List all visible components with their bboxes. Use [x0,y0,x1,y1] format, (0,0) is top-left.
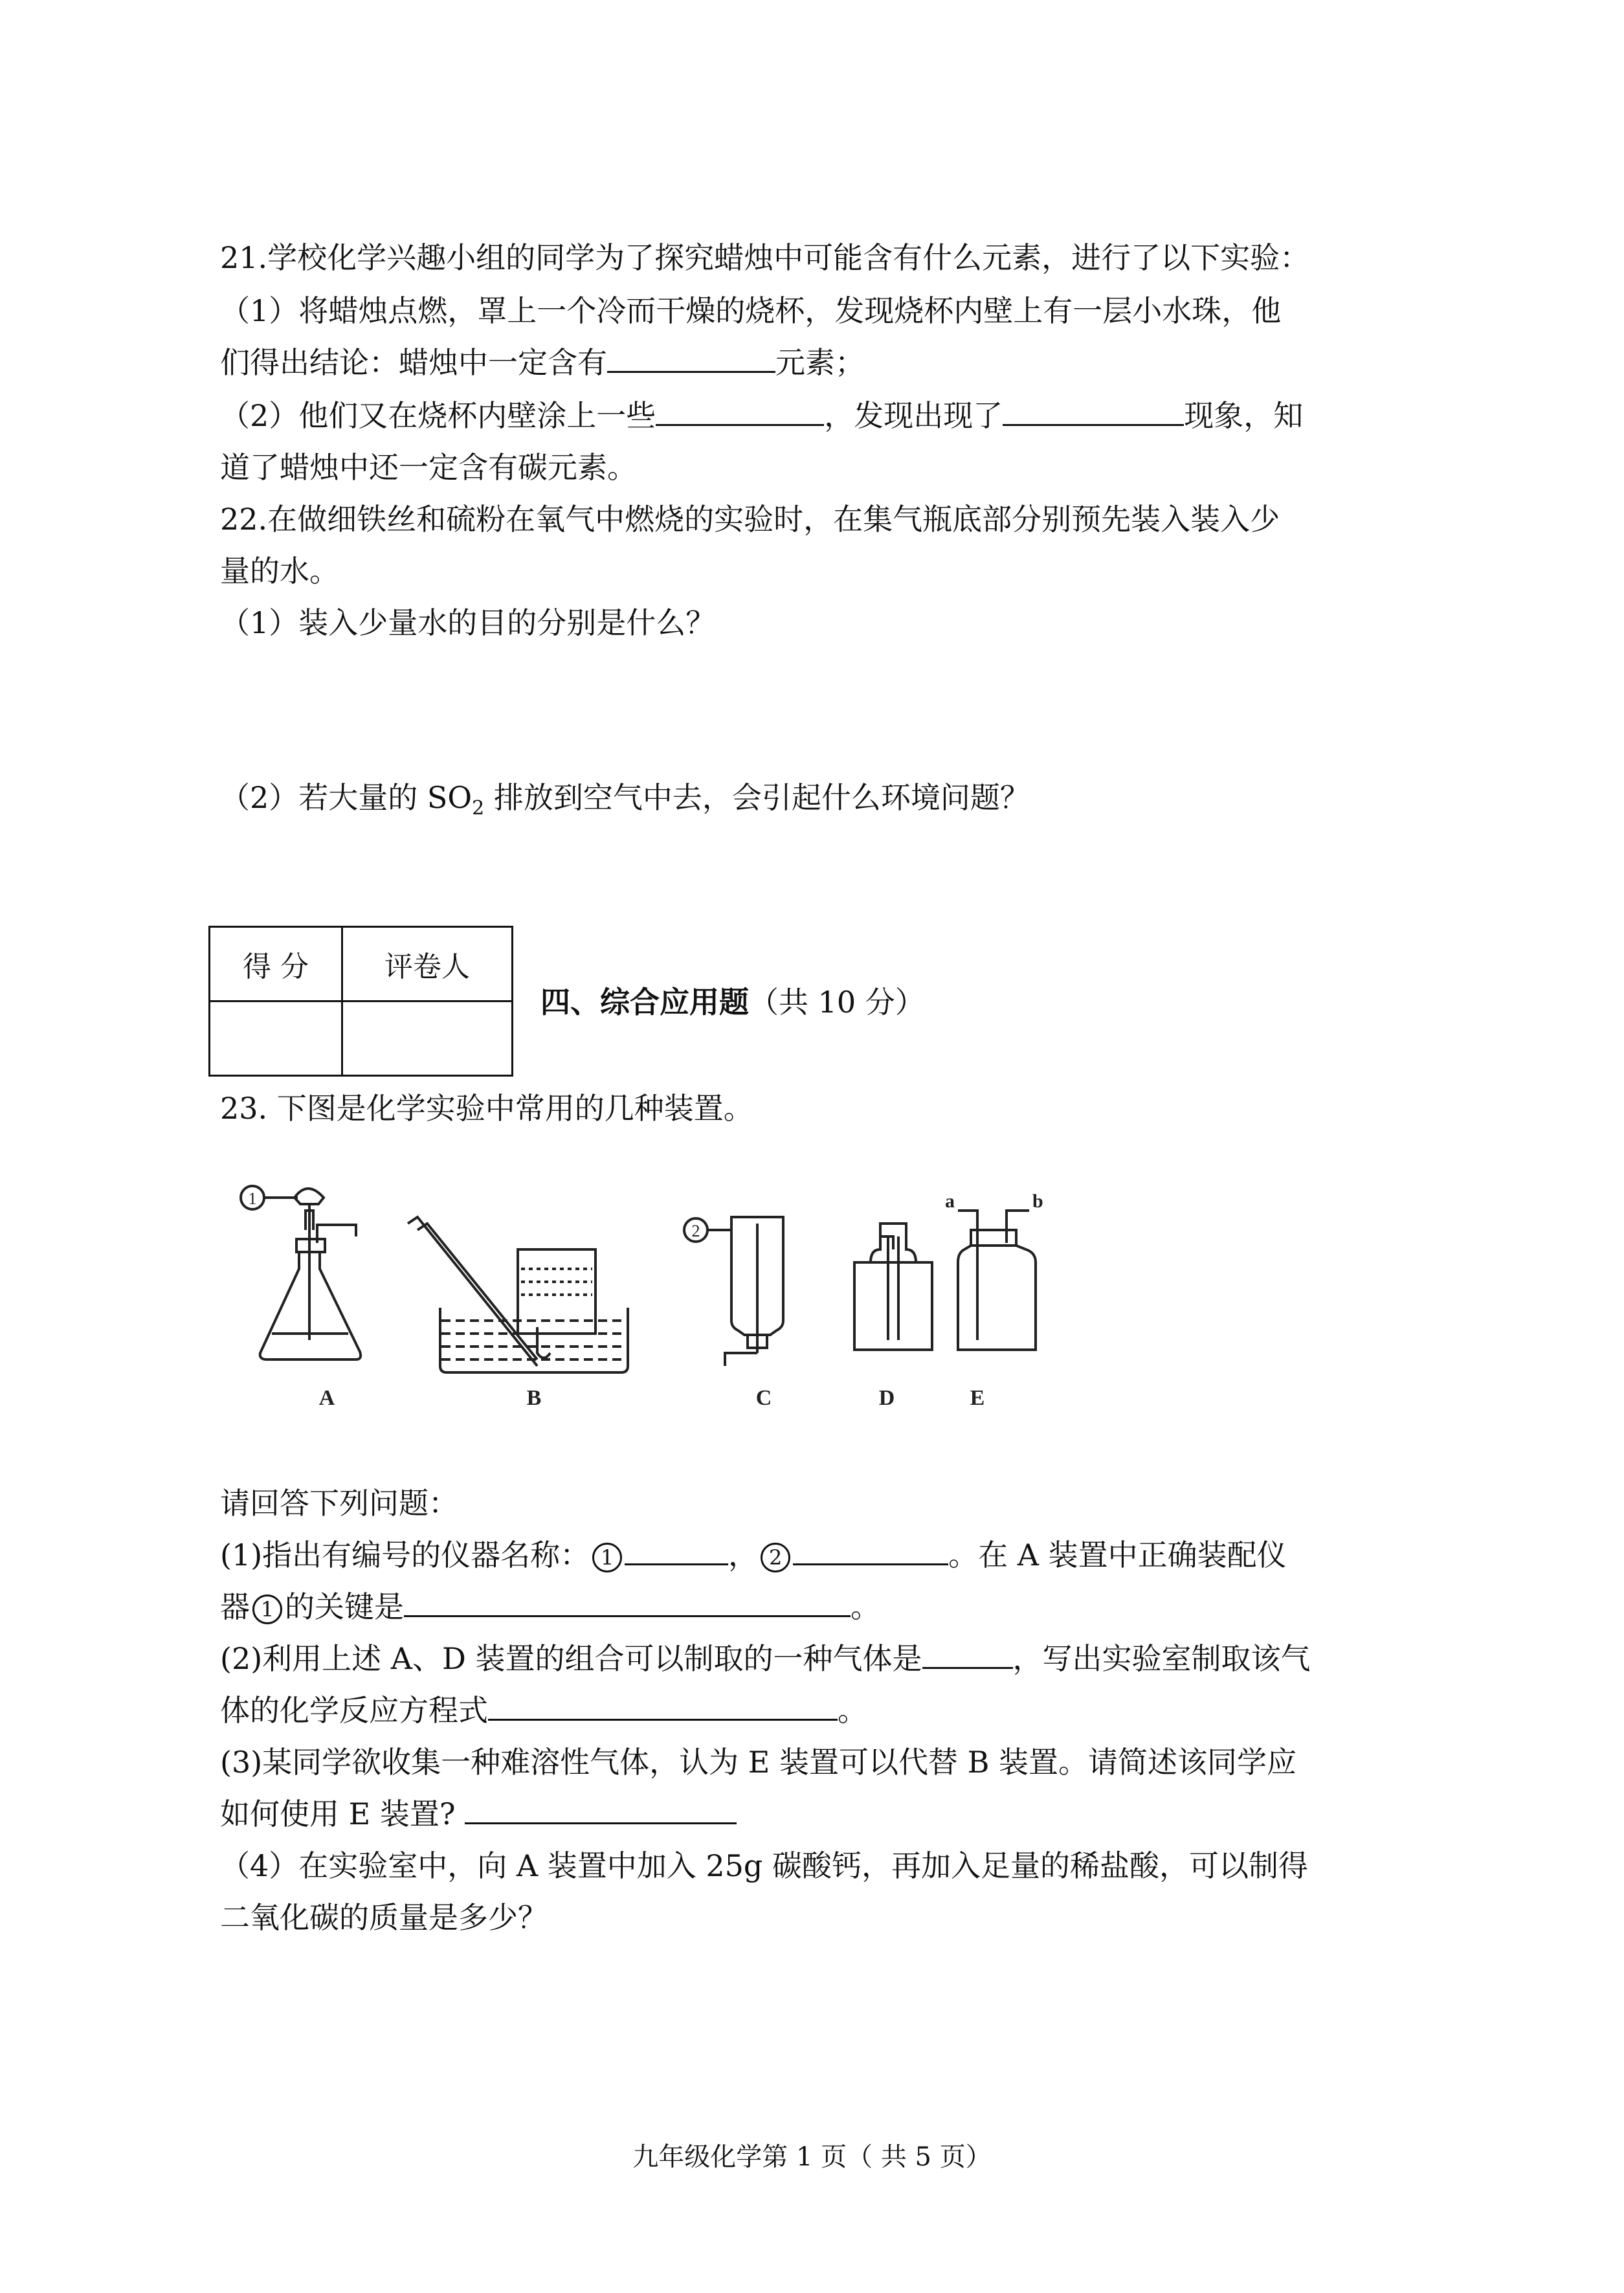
q21-part1-line2 [220,343,865,382]
label-1: 1 [248,1189,257,1208]
q23-part1-line2 [220,1587,880,1626]
apparatus-a [241,1186,361,1410]
page-footer: 九年级化学第 1 页（ 共 5 页） [632,2142,992,2172]
q23-part2-line2 [220,1691,867,1730]
q22-part1: （1）装入少量水的目的分别是什么？ [220,605,716,640]
label-c: C [755,1386,772,1410]
answer-blank-element[interactable] [607,364,775,373]
q23-part1-line2-text-b: 的关键是 [285,1589,404,1624]
q23-part2-line2-period: 。 [838,1693,867,1728]
answer-blank-instrument-1[interactable] [625,1557,728,1565]
q22-part2-text-a: （2）若大量的 SO [220,780,473,815]
q23-part4-line2: 二氧化碳的质量是多少？ [220,1900,548,1935]
q21-part2-text-b: ，发现出现了 [824,398,1003,433]
q23-part3-line2 [220,1795,737,1833]
answer-blank-instrument-2[interactable] [793,1557,948,1565]
score-box [208,926,513,1077]
q21-part2-line1 [220,396,1303,435]
label-b: B [526,1386,542,1410]
label-2: 2 [691,1222,700,1240]
label-port-b: b [1032,1191,1043,1212]
q23-part1-line1 [220,1536,1287,1574]
q21-part2-text-a: （2）他们又在烧杯内壁涂上一些 [220,398,656,433]
answer-blank-equation[interactable] [488,1712,838,1721]
label-port-a: a [945,1191,955,1212]
q23-part2-line2-text: 体的化学反应方程式 [220,1693,488,1728]
apparatus-d [854,1224,932,1410]
grader-header: 评卷人 [342,927,513,1001]
label-a: A [318,1386,335,1410]
label-d: D [878,1386,895,1410]
answer-blank-gas[interactable] [922,1661,1013,1669]
apparatus-e [945,1191,1043,1410]
answer-blank-phenomenon[interactable] [1003,418,1184,426]
q23-part1-text: (1)指出有编号的仪器名称： [220,1538,590,1572]
section-note: （共 10 分） [749,985,925,1020]
q23-part2-text-b: ，写出实验室制取该气 [1012,1641,1311,1676]
q22-stem-line1: 22.在做细铁丝和硫粉在氧气中燃烧的实验时，在集气瓶底部分别预先装入装入少 [220,502,1280,537]
circled-number-1: 1 [592,1543,622,1572]
answer-blank-coating[interactable] [656,418,824,426]
q23-stem: 23. 下图是化学实验中常用的几种装置。 [220,1091,753,1126]
q23-part2-line1 [220,1639,1311,1678]
q21-part1-text: 们得出结论：蜡烛中一定含有 [220,345,607,380]
section-heading [540,983,925,1022]
label-e: E [970,1386,985,1410]
q23-prompt: 请回答下列问题： [220,1486,458,1521]
q23-part1-line2-period: 。 [851,1589,880,1624]
score-header: 得 分 [210,927,342,1001]
q23-part2-text: (2)利用上述 A、D 装置的组合可以制取的一种气体是 [220,1641,922,1676]
score-cell[interactable] [210,1001,342,1076]
apparatus-b [408,1217,628,1410]
section-title: 四、综合应用题 [540,985,749,1020]
circled-number-2: 2 [761,1543,790,1572]
q23-part1-comma: ， [728,1538,759,1572]
q23-part3-line1: (3)某同学欲收集一种难溶性气体，认为 E 装置可以代替 B 装置。请简述该同学应 [220,1745,1297,1780]
q21-part2-text-c: 现象，知 [1184,398,1304,433]
q21-part1-suffix: 元素； [775,345,865,380]
q23-part1-text-b: 。在 A 装置中正确装配仪 [948,1538,1287,1572]
answer-blank-usage[interactable] [465,1816,737,1824]
q23-part1-line2-text: 器 [220,1589,250,1624]
q23-part3-line2-text: 如何使用 E 装置? [220,1796,456,1831]
answer-blank-assembly-key[interactable] [404,1609,851,1617]
q21-stem: 21.学校化学兴趣小组的同学为了探究蜡烛中可能含有什么元素，进行了以下实验： [220,240,1310,275]
q22-part2-text-b: 排放到空气中去，会引起什么环境问题？ [484,780,1030,815]
q21-part2-line2: 道了蜡烛中还一定含有碳元素。 [220,450,637,485]
q22-part2 [220,778,1030,828]
q22-stem-line2: 量的水。 [220,554,339,588]
so2-subscript: 2 [472,797,485,820]
grader-cell[interactable] [342,1001,513,1076]
q23-part4-line1: （4）在实验室中，向 A 装置中加入 25g 碳酸钙，再加入足量的稀盐酸，可以制得 [220,1848,1308,1883]
q21-part1-line1: （1）将蜡烛点燃，罩上一个冷而干燥的烧杯，发现烧杯内壁上有一层小水珠，他 [220,293,1282,328]
apparatus-c [684,1217,783,1410]
circled-number-1: 1 [252,1594,282,1624]
apparatus-figure [233,1185,1204,1411]
